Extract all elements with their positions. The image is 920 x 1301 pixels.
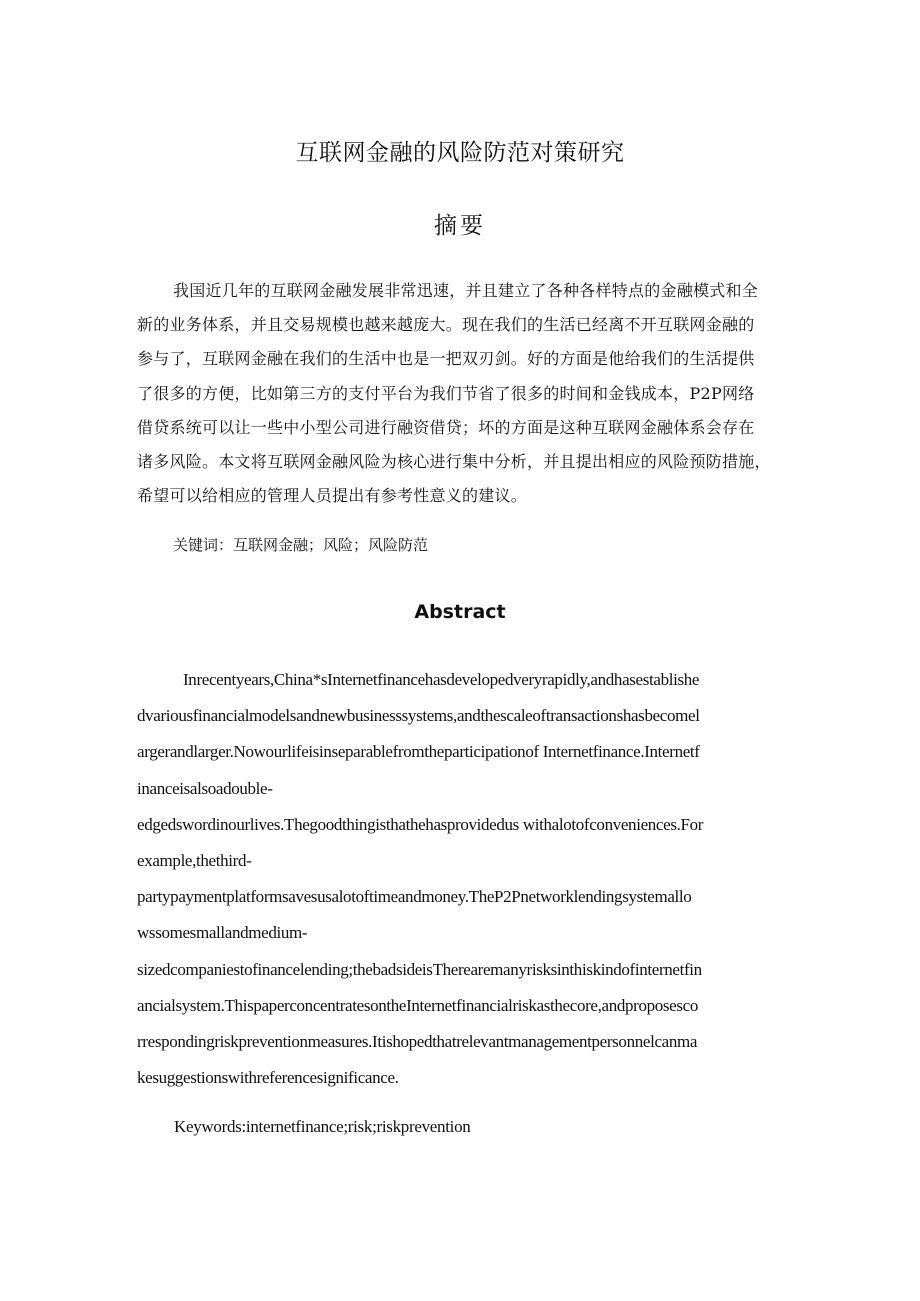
abstract-en-line: sizedcompaniestofinancelending;thebadsideisTherearemanyrisksinthiskindofinternetfin xyxy=(137,959,702,979)
abstract-cn-line: 诸多风险。本文将互联网金融风险为核心进行集中分析，并且提出相应的风险预防措施， xyxy=(137,452,771,472)
abstract-cn-line: 借贷系统可以让一些中小型公司进行融资借贷；坏的方面是这种互联网金融体系会存在 xyxy=(137,417,755,437)
abstract-en-line: example,thethird- xyxy=(137,851,252,871)
abstract-heading-en: Abstract xyxy=(414,601,506,623)
abstract-en-line: argerandlarger.Nowourlifeisinseparablefromtheparticipationof Internetfinance.Internetf xyxy=(137,742,700,762)
abstract-en-line: wssomesmallandmedium- xyxy=(137,923,308,943)
abstract-body-en xyxy=(137,662,797,1096)
abstract-en-line: edgedswordinourlives.Thegoodthingisthathehasprovidedus withalotofconveniences.For xyxy=(137,814,704,834)
abstract-en-line: Inrecentyears,China*sInternetfinancehasdevelopedveryrapidly,andhasestablishe xyxy=(183,670,700,689)
abstract-cn-line: 希望可以给相应的管理人员提出有参考性意义的建议。 xyxy=(137,486,528,506)
abstract-cn-line: 新的业务体系，并且交易规模也越来越庞大。现在我们的生活已经离不开互联网金融的 xyxy=(137,315,755,335)
abstract-cn-line: 参与了，互联网金融在我们的生活中也是一把双刃剑。好的方面是他给我们的生活提供 xyxy=(137,349,755,369)
abstract-en-line: kesuggestionswithreferencesignificance. xyxy=(137,1068,399,1088)
abstract-cn-line: 了很多的方便，比如第三方的支付平台为我们节省了很多的时间和金钱成本，P2P网络 xyxy=(137,383,755,403)
abstract-en-line: inanceisalsoadouble- xyxy=(137,778,273,798)
keywords-en: Keywords:internetfinance;risk;riskprevention xyxy=(174,1117,471,1136)
keywords-cn: 关键词：互联网金融；风险；风险防范 xyxy=(173,536,429,554)
abstract-cn-line: 我国近几年的互联网金融发展非常迅速，并且建立了各种各样特点的金融模式和全 xyxy=(173,281,759,300)
paper-title: 互联网金融的风险防范对策研究 xyxy=(295,140,625,166)
abstract-heading-cn: 摘要 xyxy=(434,213,486,239)
abstract-en-line: partypaymentplatformsavesusalotoftimeandmoney.TheP2Pnetworklendingsystemallo xyxy=(137,887,692,907)
abstract-en-line: dvariousfinancialmodelsandnewbusinesssystems,andthescaleoftransactionshasbecomel xyxy=(137,706,700,726)
abstract-en-line: ancialsystem.ThispaperconcentratesontheInternetfinancialriskasthecore,andproposesco xyxy=(137,995,698,1015)
abstract-en-line: rrespondingriskpreventionmeasures.Itishopedthatrelevantmanagementpersonnelcanma xyxy=(137,1032,698,1052)
abstract-body-cn xyxy=(137,274,792,513)
